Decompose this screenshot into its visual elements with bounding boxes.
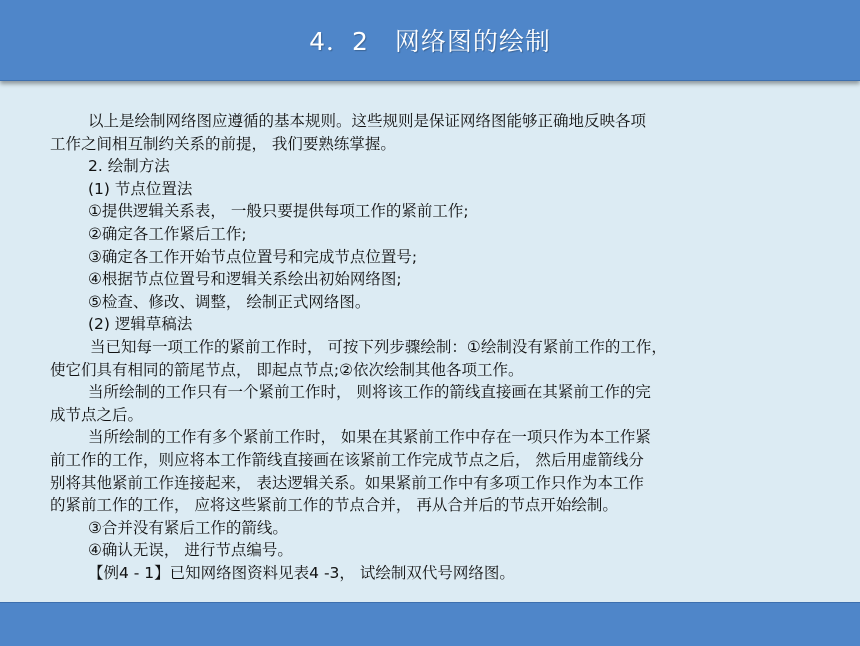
list-item: ④根据节点位置号和逻辑关系绘出初始网络图; [88,270,402,289]
subheading: (2) 逻辑草稿法 [88,315,193,334]
body-line: 的紧前工作的工作， 应将这些紧前工作的节点合并， 再从合并后的节点开始绘制。 [50,496,618,515]
method-heading: 2. 绘制方法 [88,157,170,176]
body-line: 当所绘制的工作只有一个紧前工作时， 则将该工作的箭线直接画在其紧前工作的完 [88,383,651,402]
list-item: ③确定各工作开始节点位置号和完成节点位置号; [88,247,418,266]
list-item: ②确定各工作紧后工作; [88,224,247,243]
list-item: ①提供逻辑关系表， 一般只要提供每项工作的紧前工作; [88,202,469,221]
body-line: 使它们具有相同的箭尾节点， 即起点节点;②依次绘制其他各项工作。 [50,360,524,379]
footer-bar [0,602,860,646]
list-item: ③合并没有紧后工作的箭线。 [88,518,288,537]
body-line: 别将其他紧前工作连接起来， 表达逻辑关系。如果紧前工作中有多项工作只作为本工作 [50,473,644,492]
list-item: ④确认无误， 进行节点编号。 [88,541,293,560]
title-bar [0,0,860,81]
body-line: 当所绘制的工作有多个紧前工作时， 如果在其紧前工作中存在一项只作为本工作紧 [88,428,651,447]
body-line: 工作之间相互制约关系的前提， 我们要熟练掌握。 [50,134,396,153]
body-line: 以上是绘制网络图应遵循的基本规则。这些规则是保证网络图能够正确地反映各项 [88,112,647,130]
subheading: (1) 节点位置法 [88,179,193,198]
body-line: 当已知每一项工作的紧前工作时， 可按下列步骤绘制：①绘制没有紧前工作的工作， [90,337,667,356]
body-line: 成节点之后。 [50,405,144,424]
list-item: ⑤检查、修改、调整， 绘制正式网络图。 [88,292,371,311]
body-line: 前工作的工作，则应将本工作箭线直接画在该紧前工作完成节点之后， 然后用虚箭线分 [50,450,644,469]
example-line: 【例4 - 1】已知网络图资料见表4 -3， 试绘制双代号网络图。 [88,563,515,582]
slide-body [50,110,810,584]
slide-title: 4．2 网络图的绘制 [309,27,551,56]
